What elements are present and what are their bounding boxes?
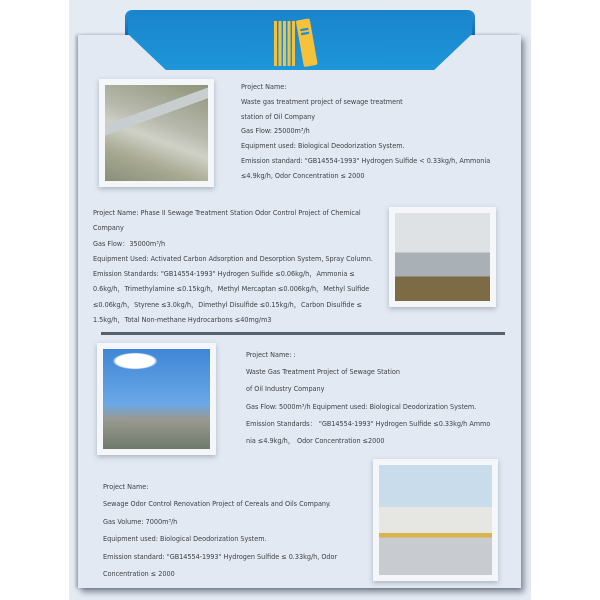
concrete-tower-image: [103, 349, 210, 449]
project-4-line: Project Name:: [103, 482, 149, 491]
project-2-line: ≤0.06kg/h，Styrene ≤3.0kg/h，Dimethyl Disulfide ≤0.15kg/h，Carbon Disulfide ≤: [93, 299, 362, 309]
project-2-photo: [389, 207, 496, 307]
project-3-line: Emission Standards： "GB14554-1993" Hydrogen Sulfide ≤0.33kg/h Ammo: [246, 418, 491, 428]
project-4-line: Sewage Odor Control Renovation Project of Cereals and Oils Company.: [103, 499, 331, 509]
project-2-line: Equipment Used: Activated Carbon Adsorption and Desorption System, Spray Column.: [93, 253, 373, 263]
project-1-line: Equipment used: Biological Deodorization System.: [241, 141, 405, 151]
project-3-photo: [97, 343, 216, 455]
project-1-line: Project Name:: [241, 82, 287, 91]
project-1-photo: [99, 79, 214, 187]
project-3-line: Waste Gas Treatment Project of Sewage Station: [246, 367, 400, 377]
project-4-line: Concentration ≤ 2000: [103, 569, 175, 579]
project-4-photo: [373, 459, 498, 581]
project-3-line: of Oil Industry Company: [246, 384, 325, 394]
project-2-details: [93, 205, 373, 327]
project-2-line: Gas Flow：35000m³/h: [93, 238, 166, 248]
carbon-adsorption-units-image: [395, 213, 490, 301]
project-2-line: Company: [93, 223, 124, 233]
project-1-line: Gas Flow: 25000m³/h: [241, 126, 310, 136]
project-3-details: [246, 346, 490, 449]
book-icon: [272, 16, 324, 70]
project-3-line: nia ≤4.9kg/h， Odor Concentration ≤2000: [246, 436, 385, 446]
project-2-line: 0.6kg/h，Trimethylamine ≤0.15kg/h，Methyl Mercaptan ≤0.006kg/h，Methyl Sulfide: [93, 284, 370, 294]
project-3-line: Gas Flow: 5000m³/h Equipment used: Biological Deodorization System.: [246, 401, 477, 411]
project-1-line: ≤4.9kg/h, Odor Concentration ≤ 2000: [241, 170, 365, 180]
project-4-line: Emission standard: "GB14554-1993" Hydrogen Sulfide ≤ 0.33kg/h, Odor: [103, 551, 338, 561]
project-4-line: Equipment used: Biological Deodorization System.: [103, 534, 267, 544]
project-1-line: station of Oil Company: [241, 111, 316, 121]
aerial-plant-image: [105, 85, 208, 181]
storage-tanks-image: [379, 465, 492, 575]
project-1-details: [241, 80, 490, 184]
section-divider: [101, 332, 505, 335]
project-4-line: Gas Volume: 7000m³/h: [103, 516, 178, 526]
project-4-details: [103, 478, 337, 582]
project-2-line: 1.5kg/h，Total Non-methane Hydrocarbons ≤40mg/m3: [93, 315, 272, 325]
project-2-line: Emission Standards: "GB14554-1993" Hydrogen Sulfide ≤0.06kg/h，Ammonia ≤: [93, 269, 355, 279]
project-1-line: Emission standard: "GB14554-1993" Hydrogen Sulfide < 0.33kg/h, Ammonia: [241, 155, 491, 165]
project-2-line: Project Name: Phase II Sewage Treatment Station Odor Control Project of Chemical: [93, 208, 361, 217]
project-1-line: Waste gas treatment project of sewage treatment: [241, 96, 403, 106]
project-3-line: Project Name: :: [246, 350, 296, 359]
